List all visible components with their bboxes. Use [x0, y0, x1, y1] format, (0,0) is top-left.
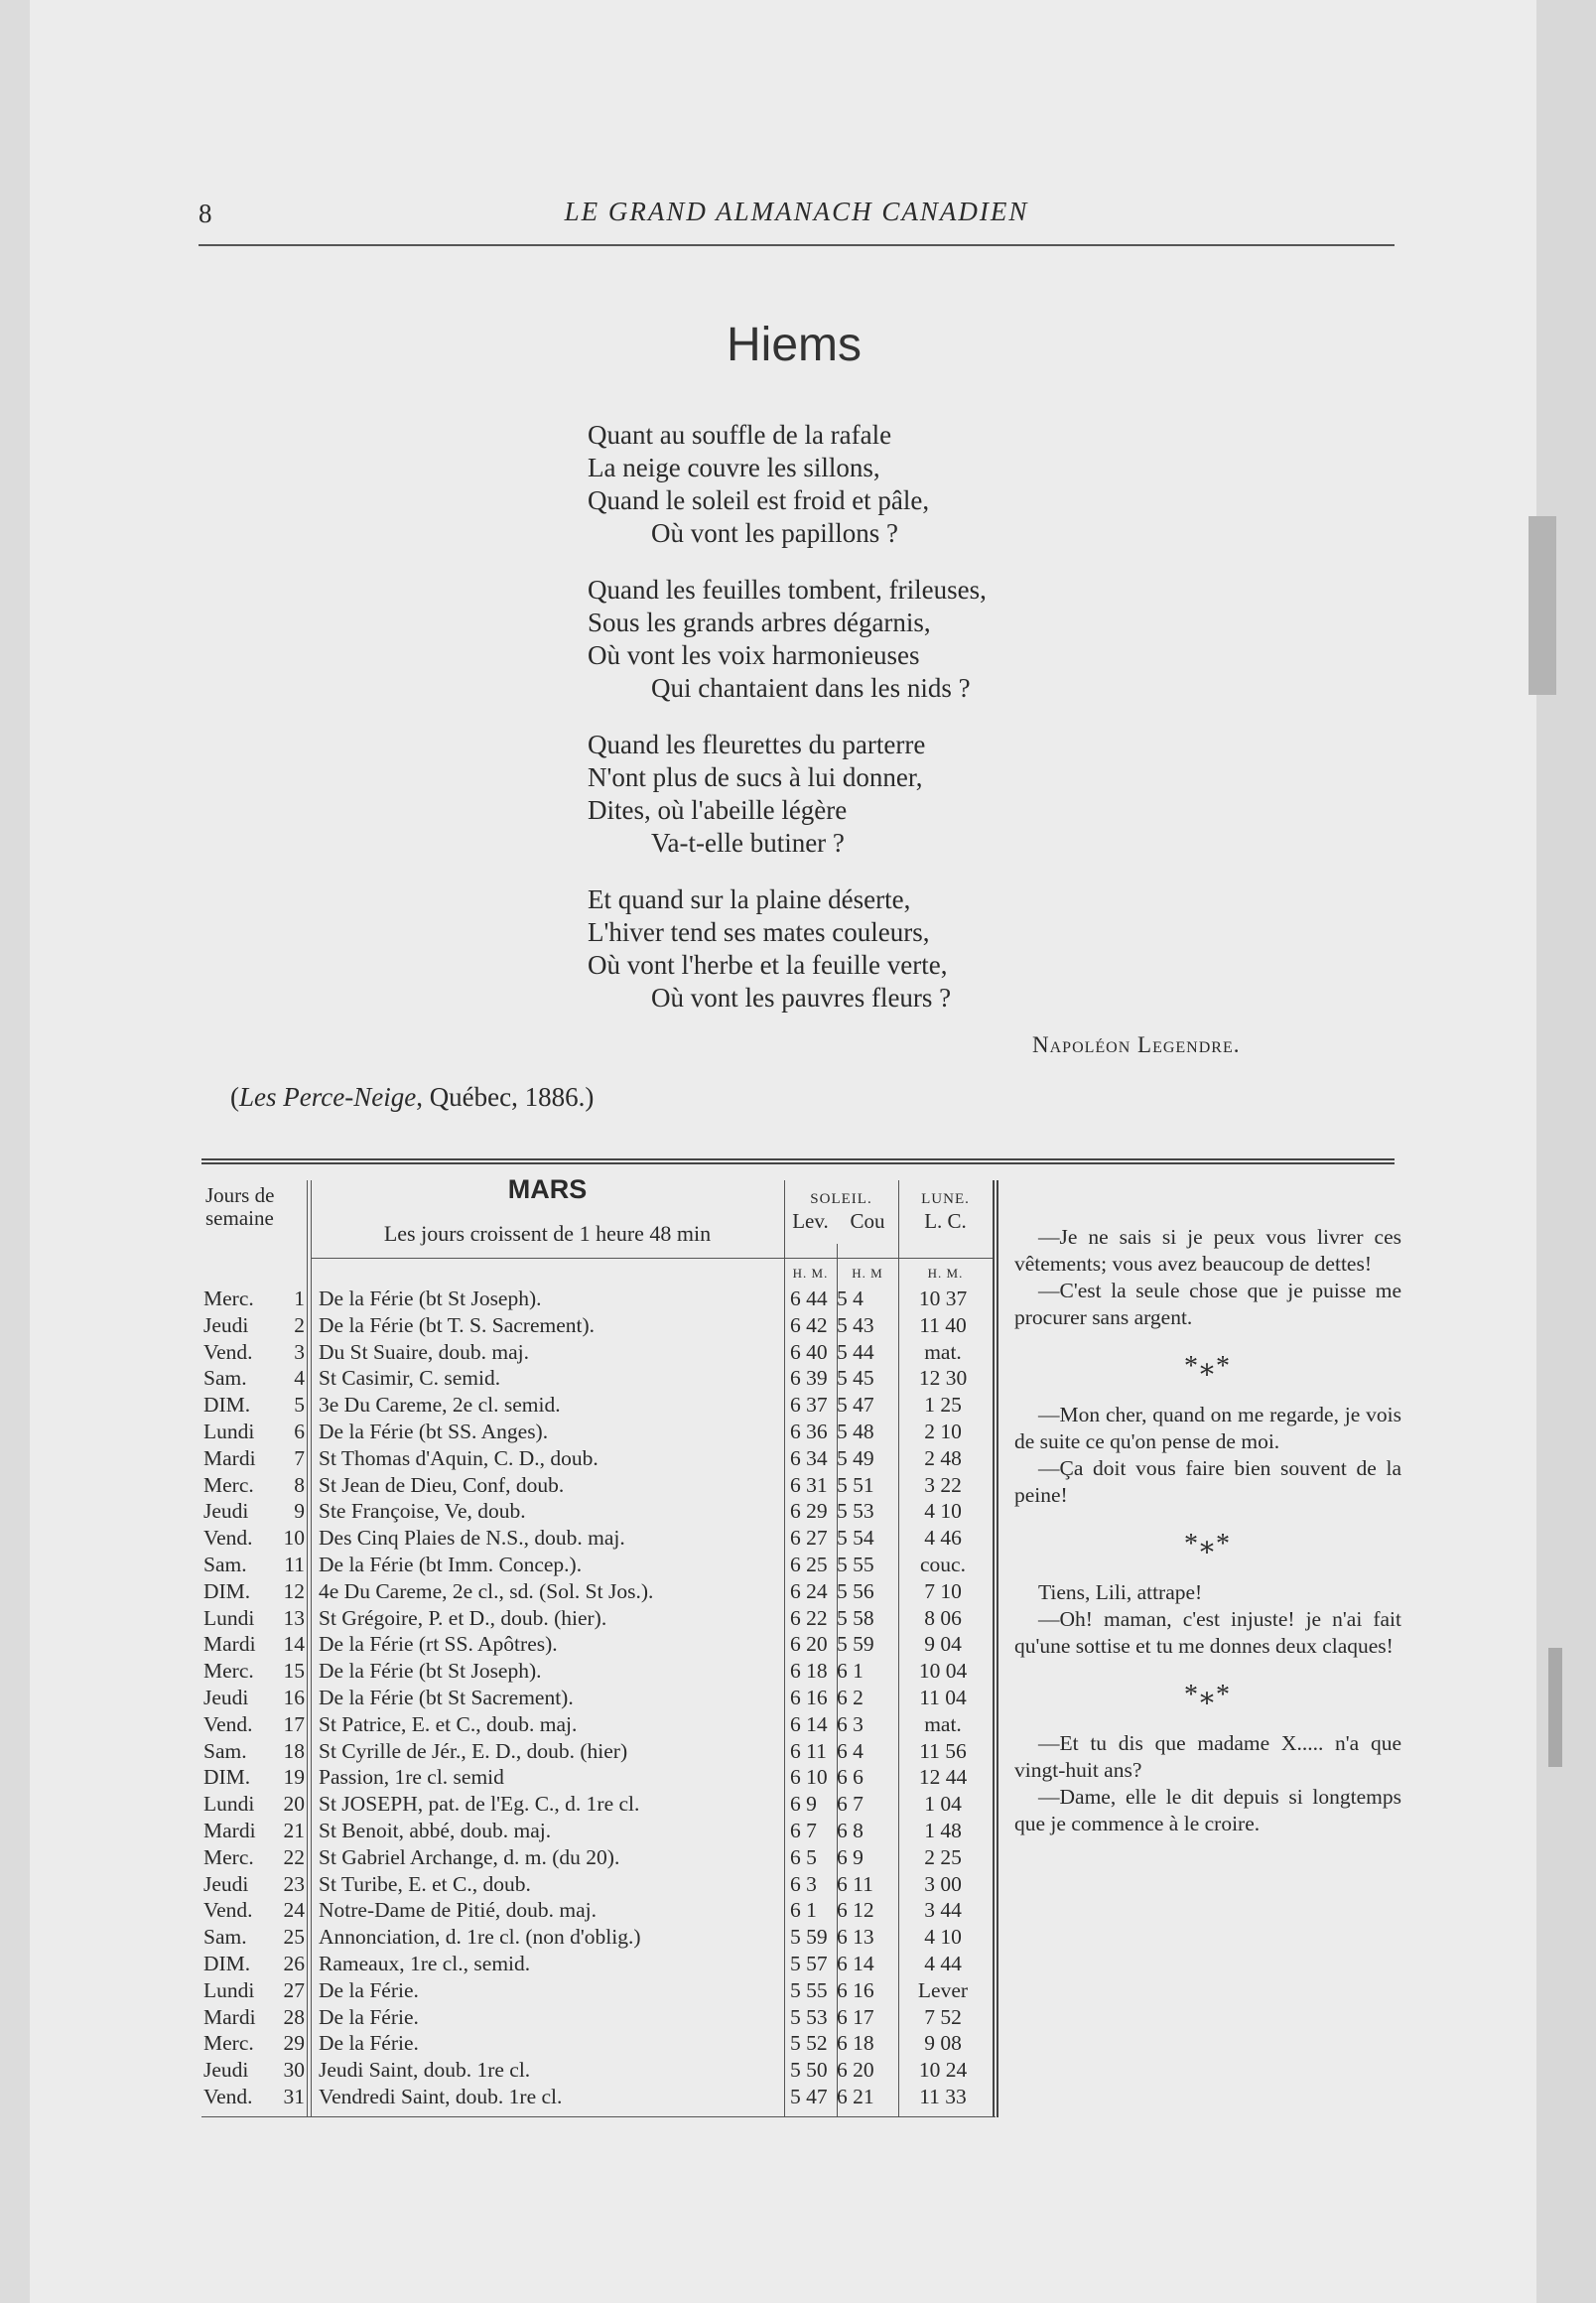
asterism: *⁎*: [1184, 1351, 1232, 1382]
poem-line: Où vont l'herbe et la feuille verte,: [588, 950, 948, 980]
row-day: Jeudi: [203, 1871, 249, 1896]
asterism: *⁎*: [1184, 1680, 1232, 1710]
table-row: [201, 1525, 996, 1552]
row-sunrise: 6 7: [790, 1818, 817, 1842]
row-feast: Du St Suaire, doub. maj.: [319, 1339, 529, 1364]
row-sunrise: 6 34: [790, 1445, 828, 1470]
row-day: Vend.: [203, 1526, 253, 1551]
row-sunset: 6 13: [837, 1925, 874, 1950]
header-lc: L. C.: [924, 1209, 967, 1233]
joke-line: —C'est la seule chose que je puisse me procurer sans argent.: [1014, 1279, 1401, 1329]
month-subtitle: Les jours croissent de 1 heure 48 min: [383, 1221, 712, 1246]
row-date: 5: [294, 1393, 305, 1418]
row-sunset: 6 11: [837, 1871, 873, 1896]
joke-line: —Et tu dis que madame X..... n'a que vingt-huit ans?: [1014, 1731, 1401, 1782]
row-feast: De la Férie (bt St Joseph).: [319, 1287, 542, 1310]
row-date: 19: [283, 1765, 305, 1790]
row-sunset: 5 4: [837, 1287, 864, 1310]
row-day: Sam.: [203, 1925, 247, 1950]
joke-line: Tiens, Lili, attrape!: [1038, 1580, 1203, 1604]
row-sunset: 6 12: [837, 1898, 874, 1923]
row-moon: 1 04: [924, 1792, 962, 1817]
row-day: Merc.: [203, 1287, 254, 1310]
asterism: *⁎*: [1184, 1529, 1232, 1559]
table-top-rule: [201, 1158, 1395, 1164]
header-soleil: SOLEIL.: [810, 1191, 872, 1207]
row-sunrise: 5 53: [790, 2004, 828, 2029]
row-feast: St Jean de Dieu, Conf, doub.: [319, 1472, 565, 1497]
row-moon: couc.: [920, 1552, 966, 1576]
row-moon: 12 30: [918, 1366, 968, 1391]
header-cou: Cou: [850, 1209, 885, 1233]
row-date: 12: [283, 1578, 305, 1603]
row-moon: 2 10: [924, 1419, 962, 1443]
row-sunrise: 5 57: [790, 1951, 828, 1975]
table-row: [201, 1818, 996, 1844]
stanza: [588, 729, 1183, 860]
poem-line: Où vont les voix harmonieuses: [588, 640, 920, 670]
row-feast: Vendredi Saint, doub. 1re cl.: [319, 2084, 563, 2108]
row-sunrise: 5 59: [790, 1925, 828, 1950]
row-moon: 2 48: [924, 1445, 962, 1470]
row-day: Lundi: [203, 1419, 255, 1443]
row-sunset: 5 43: [837, 1312, 874, 1337]
running-title: LE GRAND ALMANACH CANADIEN: [564, 197, 1029, 226]
poem-line: Dites, où l'abeille légère: [588, 795, 848, 825]
table-row: [201, 1472, 996, 1499]
row-date: 14: [283, 1632, 305, 1657]
row-feast: Passion, 1re cl. semid: [319, 1765, 504, 1790]
header-days-line2: semaine: [205, 1206, 274, 1230]
row-sunrise: 6 37: [790, 1393, 828, 1418]
row-day: Vend.: [203, 1898, 253, 1923]
row-feast: St Cyrille de Jér., E. D., doub. (hier): [319, 1738, 628, 1763]
row-sunrise: 6 20: [790, 1632, 828, 1657]
row-moon: Lever: [917, 1977, 969, 2002]
header-lune: LUNE.: [921, 1191, 970, 1207]
poem-line: Quand les feuilles tombent, frileuses,: [588, 575, 987, 605]
row-moon: 10 37: [918, 1287, 968, 1310]
table-row: [201, 1365, 996, 1392]
row-sunrise: 6 16: [790, 1685, 828, 1709]
row-sunset: 6 4: [837, 1738, 864, 1763]
stanza: [588, 419, 1183, 550]
row-moon: 2 25: [924, 1844, 962, 1869]
row-sunrise: 6 39: [790, 1366, 828, 1391]
row-date: 31: [283, 2084, 305, 2108]
row-date: 6: [294, 1419, 305, 1443]
row-day: Mardi: [203, 1818, 256, 1842]
row-feast: De la Férie.: [319, 2004, 419, 2029]
row-day: Mardi: [203, 1445, 256, 1470]
table-bottom-rule: [201, 2116, 996, 2117]
row-moon: mat.: [924, 1711, 962, 1736]
table-row: [201, 1552, 996, 1578]
joke-line: —Dame, elle le dit depuis si longtemps que je commence à le croire.: [1014, 1785, 1401, 1835]
row-day: Merc.: [203, 1844, 254, 1869]
row-day: Mardi: [203, 2004, 256, 2029]
poem-line: L'hiver tend ses mates couleurs,: [588, 917, 930, 947]
row-feast: De la Férie (bt St Joseph).: [319, 1659, 542, 1684]
row-day: Lundi: [203, 1977, 255, 2002]
page-edge: [1536, 0, 1596, 2303]
row-sunrise: 6 11: [790, 1738, 827, 1763]
row-sunrise: 6 25: [790, 1552, 828, 1576]
table-row: [201, 1392, 996, 1419]
row-sunset: 6 9: [837, 1844, 864, 1869]
table-row: [201, 1685, 996, 1711]
row-day: Jeudi: [203, 1312, 249, 1337]
row-feast: 3e Du Careme, 2e cl. semid.: [319, 1393, 561, 1418]
row-sunset: 6 14: [837, 1951, 874, 1975]
row-feast: Ste Françoise, Ve, doub.: [319, 1499, 526, 1524]
row-date: 27: [283, 1977, 305, 2002]
row-moon: 1 48: [924, 1818, 962, 1842]
table-row: [201, 2004, 996, 2031]
row-sunrise: 6 40: [790, 1339, 828, 1364]
row-moon: 7 10: [924, 1578, 962, 1603]
row-day: Jeudi: [203, 1499, 249, 1524]
row-sunset: 6 7: [837, 1792, 864, 1817]
row-sunset: 6 8: [837, 1818, 864, 1842]
table-row: [201, 1711, 996, 1738]
row-day: Lundi: [203, 1792, 255, 1817]
row-feast: Annonciation, d. 1re cl. (non d'oblig.): [319, 1925, 641, 1950]
row-moon: 4 46: [924, 1526, 962, 1551]
stanza: [588, 574, 1183, 705]
stanza: [588, 883, 1183, 1015]
header-days: [205, 1184, 305, 1230]
row-sunrise: 6 36: [790, 1419, 828, 1443]
row-moon: 11 33: [919, 2084, 967, 2108]
row-sunset: 6 6: [837, 1765, 864, 1790]
poem-line: N'ont plus de sucs à lui donner,: [588, 762, 923, 792]
row-date: 24: [283, 1898, 305, 1923]
row-date: 11: [284, 1552, 305, 1576]
table-row: [201, 1312, 996, 1339]
joke-line: —Ça doit vous faire bien souvent de la peine!: [1014, 1456, 1401, 1507]
row-sunrise: 6 27: [790, 1526, 828, 1551]
row-sunset: 6 17: [837, 2004, 874, 2029]
row-feast: De la Férie (rt SS. Apôtres).: [319, 1632, 558, 1657]
row-sunset: 6 18: [837, 2031, 874, 2056]
row-feast: De la Férie (bt St Sacrement).: [319, 1685, 574, 1709]
row-feast: St JOSEPH, pat. de l'Eg. C., d. 1re cl.: [319, 1792, 640, 1817]
row-day: Sam.: [203, 1552, 247, 1576]
row-sunset: 6 1: [837, 1659, 864, 1684]
table-row: [201, 1897, 996, 1924]
row-feast: De la Férie.: [319, 2031, 419, 2056]
row-moon: mat.: [924, 1339, 962, 1364]
row-feast: St Turibe, E. et C., doub.: [319, 1871, 531, 1896]
row-date: 9: [294, 1499, 305, 1524]
row-feast: St Grégoire, P. et D., doub. (hier).: [319, 1605, 607, 1630]
row-sunrise: 5 47: [790, 2084, 828, 2108]
row-date: 8: [294, 1472, 305, 1497]
row-feast: Notre-Dame de Pitié, doub. maj.: [319, 1898, 598, 1923]
row-moon: 4 44: [924, 1951, 962, 1975]
binding-mark: [1529, 516, 1556, 695]
row-feast: St Benoit, abbé, doub. maj.: [319, 1818, 552, 1842]
row-sunset: 5 49: [837, 1445, 874, 1470]
row-sunset: 5 51: [837, 1472, 874, 1497]
row-date: 28: [283, 2004, 305, 2029]
row-moon: 11 04: [919, 1685, 967, 1709]
row-sunset: 6 16: [837, 1977, 874, 2002]
row-sunset: 5 44: [837, 1339, 874, 1364]
row-sunrise: 6 42: [790, 1312, 828, 1337]
poem-line: Et quand sur la plaine déserte,: [588, 884, 911, 914]
row-day: DIM.: [203, 1951, 251, 1975]
row-sunset: 6 3: [837, 1711, 864, 1736]
row-moon: 4 10: [924, 1925, 962, 1950]
row-sunrise: 5 52: [790, 2031, 828, 2056]
row-date: 7: [294, 1445, 305, 1470]
row-date: 13: [283, 1605, 305, 1630]
poem-line: La neige couvre les sillons,: [588, 453, 880, 482]
row-moon: 12 44: [918, 1765, 968, 1790]
table-row: [201, 2030, 996, 2057]
source-rest: , Québec, 1886.): [416, 1082, 595, 1112]
poem-line: Quand les fleurettes du parterre: [588, 730, 926, 759]
table-row: [201, 1844, 996, 1871]
row-moon: 11 56: [919, 1738, 967, 1763]
header-lev: Lev.: [792, 1209, 829, 1233]
row-day: Merc.: [203, 2031, 254, 2056]
poem-line: Quant au souffle de la rafale: [588, 420, 892, 450]
row-sunrise: 6 24: [790, 1578, 828, 1603]
row-day: DIM.: [203, 1578, 251, 1603]
poem-line: Va-t-elle butiner ?: [651, 828, 845, 858]
row-date: 1: [294, 1287, 305, 1310]
source-title: Les Perce-Neige: [239, 1082, 417, 1112]
row-sunset: 5 59: [837, 1632, 874, 1657]
row-sunrise: 6 29: [790, 1499, 828, 1524]
row-moon: 4 10: [924, 1499, 962, 1524]
row-moon: 10 24: [918, 2058, 968, 2083]
row-moon: 7 52: [924, 2004, 962, 2029]
row-feast: De la Férie.: [319, 1977, 419, 2002]
row-feast: De la Férie (bt T. S. Sacrement).: [319, 1312, 596, 1337]
row-sunset: 5 58: [837, 1605, 874, 1630]
header-days-line1: Jours de: [205, 1183, 275, 1207]
row-date: 25: [283, 1925, 305, 1950]
row-day: Jeudi: [203, 2058, 249, 2083]
row-feast: St Gabriel Archange, d. m. (du 20).: [319, 1844, 620, 1869]
row-date: 20: [283, 1792, 305, 1817]
row-sunrise: 6 14: [790, 1711, 828, 1736]
row-sunset: 5 53: [837, 1499, 874, 1524]
row-moon: 1 25: [924, 1393, 962, 1418]
table-row: [201, 1339, 996, 1366]
row-sunset: 6 2: [837, 1685, 864, 1709]
header-hm: H. M.: [792, 1266, 829, 1281]
row-moon: 8 06: [924, 1605, 962, 1630]
table-row: [201, 1631, 996, 1658]
row-date: 10: [283, 1526, 305, 1551]
row-sunrise: 6 10: [790, 1765, 828, 1790]
row-date: 30: [283, 2058, 305, 2083]
row-sunrise: 6 5: [790, 1844, 817, 1869]
page-number: 8: [199, 199, 212, 228]
row-moon: 3 44: [924, 1898, 962, 1923]
table-row: [201, 1738, 996, 1765]
row-day: Vend.: [203, 2084, 253, 2108]
row-day: Merc.: [203, 1659, 254, 1684]
row-feast: Jeudi Saint, doub. 1re cl.: [319, 2058, 531, 2083]
row-moon: 9 04: [924, 1632, 962, 1657]
poem-line: Où vont les papillons ?: [651, 518, 898, 548]
row-day: Sam.: [203, 1738, 247, 1763]
header-rule: [784, 1258, 993, 1259]
source-paren: (: [230, 1082, 239, 1112]
row-feast: De la Férie (bt SS. Anges).: [319, 1419, 549, 1443]
poem-title: Hiems: [726, 319, 862, 371]
row-day: Vend.: [203, 1339, 253, 1364]
poem-source: [230, 1082, 594, 1113]
row-feast: Rameaux, 1re cl., semid.: [319, 1951, 531, 1975]
table-row: [201, 1286, 996, 1312]
row-date: 4: [294, 1366, 305, 1391]
row-date: 29: [283, 2031, 305, 2056]
row-sunrise: 6 31: [790, 1472, 828, 1497]
row-feast: De la Férie (bt Imm. Concep.).: [319, 1552, 583, 1576]
row-feast: Des Cinq Plaies de N.S., doub. maj.: [319, 1526, 625, 1551]
row-sunset: 6 21: [837, 2084, 874, 2108]
header-rule: [311, 1258, 784, 1259]
table-row: [201, 1578, 996, 1605]
row-moon: 11 40: [919, 1312, 967, 1337]
row-sunrise: 6 18: [790, 1659, 828, 1684]
row-date: 22: [283, 1844, 305, 1869]
table-row: [201, 1977, 996, 2004]
poem-line: Qui chantaient dans les nids ?: [651, 673, 971, 703]
table-row: [201, 1605, 996, 1632]
row-day: DIM.: [203, 1393, 251, 1418]
row-moon: 10 04: [918, 1659, 968, 1684]
row-date: 23: [283, 1871, 305, 1896]
poem-line: Où vont les pauvres fleurs ?: [651, 983, 952, 1013]
row-feast: 4e Du Careme, 2e cl., sd. (Sol. St Jos.).: [319, 1578, 654, 1603]
joke-line: —Mon cher, quand on me regarde, je vois de suite ce qu'on pense de moi.: [1014, 1403, 1401, 1453]
table-row: [201, 1764, 996, 1791]
row-feast: St Casimir, C. semid.: [319, 1366, 501, 1391]
poem-line: Quand le soleil est froid et pâle,: [588, 485, 930, 515]
header-hm: H. M: [852, 1266, 883, 1281]
row-day: Merc.: [203, 1472, 254, 1497]
row-day: Mardi: [203, 1632, 256, 1657]
row-sunrise: 6 44: [790, 1287, 828, 1310]
row-date: 15: [283, 1659, 305, 1684]
row-sunrise: 6 1: [790, 1898, 817, 1923]
row-date: 21: [283, 1818, 305, 1842]
row-sunset: 5 56: [837, 1578, 874, 1603]
row-date: 26: [283, 1951, 305, 1975]
row-moon: 3 00: [924, 1871, 962, 1896]
table-row: [201, 1419, 996, 1445]
row-sunset: 5 48: [837, 1419, 874, 1443]
calendar-rows: [201, 1286, 996, 2110]
row-date: 17: [283, 1711, 305, 1736]
row-day: Lundi: [203, 1605, 255, 1630]
row-sunset: 5 45: [837, 1366, 874, 1391]
poem-body: [588, 419, 1183, 1038]
row-day: DIM.: [203, 1765, 251, 1790]
table-row: [201, 2084, 996, 2110]
row-sunset: 6 20: [837, 2058, 874, 2083]
poem-author: Napoléon Legendre.: [1032, 1032, 1241, 1057]
row-feast: St Thomas d'Aquin, C. D., doub.: [319, 1445, 598, 1470]
row-moon: 3 22: [924, 1472, 962, 1497]
row-sunrise: 5 50: [790, 2058, 828, 2083]
table-row: [201, 1951, 996, 1977]
table-row: [201, 1791, 996, 1818]
row-day: Jeudi: [203, 1685, 249, 1709]
table-row: [201, 1658, 996, 1685]
row-date: 16: [283, 1685, 305, 1709]
row-date: 18: [283, 1738, 305, 1763]
row-sunset: 5 54: [837, 1526, 874, 1551]
table-row: [201, 1871, 996, 1898]
row-sunset: 5 55: [837, 1552, 874, 1576]
table-row: [201, 1498, 996, 1525]
row-date: 3: [294, 1339, 305, 1364]
row-sunrise: 6 22: [790, 1605, 828, 1630]
row-day: Sam.: [203, 1366, 247, 1391]
header-hm: H. M.: [927, 1266, 964, 1281]
joke-line: —Oh! maman, c'est injuste! je n'ai fait qu'une sottise et tu me donnes deux claques!: [1014, 1607, 1401, 1658]
table-row: [201, 1924, 996, 1951]
row-moon: 9 08: [924, 2031, 962, 2056]
row-feast: St Patrice, E. et C., doub. maj.: [319, 1711, 578, 1736]
month-title: MARS: [507, 1174, 588, 1204]
table-row: [201, 2057, 996, 2084]
row-sunset: 5 47: [837, 1393, 874, 1418]
row-sunrise: 6 9: [790, 1792, 817, 1817]
row-sunrise: 6 3: [790, 1871, 817, 1896]
row-sunrise: 5 55: [790, 1977, 828, 2002]
row-date: 2: [294, 1312, 305, 1337]
sidebar-jokes: [1014, 1224, 1401, 1837]
poem-line: Sous les grands arbres dégarnis,: [588, 608, 931, 637]
page-header: [199, 195, 1395, 246]
joke-line: —Je ne sais si je peux vous livrer ces vêtements; vous avez beaucoup de dettes!: [1014, 1225, 1401, 1276]
binding-mark: [1548, 1648, 1562, 1767]
table-row: [201, 1445, 996, 1472]
row-day: Vend.: [203, 1711, 253, 1736]
